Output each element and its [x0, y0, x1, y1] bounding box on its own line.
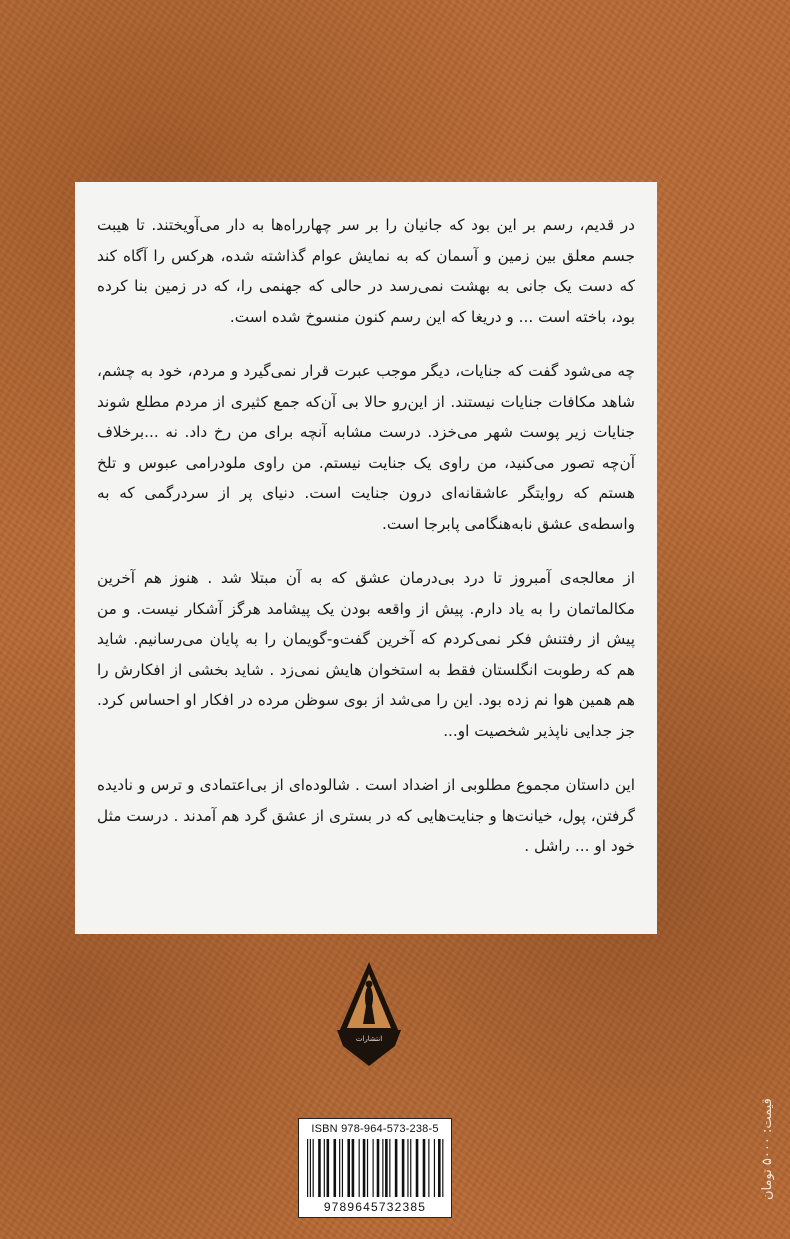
barcode-bar [382, 1139, 383, 1197]
barcode-bar [438, 1139, 441, 1197]
side-handwritten-note: قیمت: ۵۰۰۰ تومان [760, 1098, 775, 1200]
barcode-bars [307, 1139, 445, 1197]
barcode-bar [333, 1139, 336, 1197]
barcode-bar [307, 1139, 308, 1197]
barcode-bar [373, 1139, 374, 1197]
barcode-bar [416, 1139, 419, 1197]
barcode-bar [363, 1139, 366, 1197]
isbn-barcode [298, 1118, 452, 1218]
barcode-bar [395, 1139, 398, 1197]
barcode-bar [339, 1139, 340, 1197]
barcode-bar [428, 1139, 429, 1197]
barcode-bar [407, 1139, 408, 1197]
barcode-bar [342, 1139, 343, 1197]
blurb-paragraph-1: در قدیم، رسم بر این بود که جانیان را بر سر چهارراه‌ها به دار می‌آویختند. تا هیبت جسم معلق بین زمین و آسمان که به نمایش عوام گذاشته شده، هرکس را آگاه کند که دست یک جانی به بهشت نمی‌رسد در حالی که جهنمی را، که در زمین بنا کرده بود، باخته است ... و دریغا که این رسم کنون منسوخ شده است. [97, 216, 635, 326]
barcode-digits: 9789645732385 [323, 1200, 427, 1214]
barcode-bar [318, 1139, 321, 1197]
barcode-bar [385, 1139, 388, 1197]
barcode-bar [434, 1139, 435, 1197]
publisher-logo-label: انتشارات [355, 1035, 383, 1043]
blurb-paragraph-4: این داستان مجموع مطلوبی از اضداد است . شالوده‌ای از بی‌اعتمادی و ترس و نادیده گرفتن، پول، خیانت‌ها و جنایت‌هایی که در بستری از عشق گرد هم آمدند . درست مثل خود او ... راشل . [97, 776, 635, 855]
barcode-bar [313, 1139, 314, 1197]
publisher-logo-emblem-icon [333, 960, 405, 1068]
barcode-bar [359, 1139, 360, 1197]
barcode-bar [442, 1139, 443, 1197]
barcode-bar [327, 1139, 330, 1197]
blurb-paragraph-2: چه می‌شود گفت که جنایات، دیگر موجب عبرت قرار نمی‌گیرد و مردم، خود به چشم، شاهد مکافات جنایات نیستند. از این‌رو حالا بی آن‌که جمع کثیری از مردم مطلع شوند جنایات زیر پوست شهر می‌خزد. درست مشابه آنچه برای من رخ داد. نه ...برخلاف آن‌چه تصور می‌کنید، من راوی یک جنایت نیستم. من راوی ملودرامی عبوس و تلخ هستم که روایتگر عاشقانه‌ای درون جنایت است. دنیای پر از سردرگمی که به واسطه‌ی عشق نابه‌هنگامی پابرجا است. [97, 362, 635, 533]
barcode-bar [402, 1139, 405, 1197]
blurb-panel [75, 182, 657, 934]
barcode-bar [367, 1139, 368, 1197]
publisher-logo [333, 960, 405, 1068]
isbn-label: ISBN 978-964-573-238-5 [311, 1123, 439, 1135]
barcode-bar [377, 1139, 380, 1197]
barcode-bar [389, 1139, 390, 1197]
barcode-bar [324, 1139, 325, 1197]
barcode-bar [423, 1139, 426, 1197]
barcode-bar [310, 1139, 311, 1197]
barcode-bar [352, 1139, 355, 1197]
barcode-bar [347, 1139, 350, 1197]
barcode-bar [410, 1139, 411, 1197]
blurb-paragraph-3: از معالجه‌ی آمبروز تا درد بی‌درمان عشق که به آن مبتلا شد . هنوز هم آخرین مکالماتمان را به یاد دارم. پیش از واقعه بودن یک پیشامد هرگز آشکار نیست. و من پیش از رفتنش فکر نمی‌کردم که آخرین گفت‌و-گویمان را به پایان می‌رسانیم. شاید هم که رطوبت انگلستان فقط به استخوان هایش نمی‌زد . شاید بخشی از افکارش را هم همین هوا نم زده بود. این را می‌شد از بوی سوظن مرده در افکار او احساس کرد. جز جدایی ناپذیر شخصیت او... [97, 569, 635, 740]
